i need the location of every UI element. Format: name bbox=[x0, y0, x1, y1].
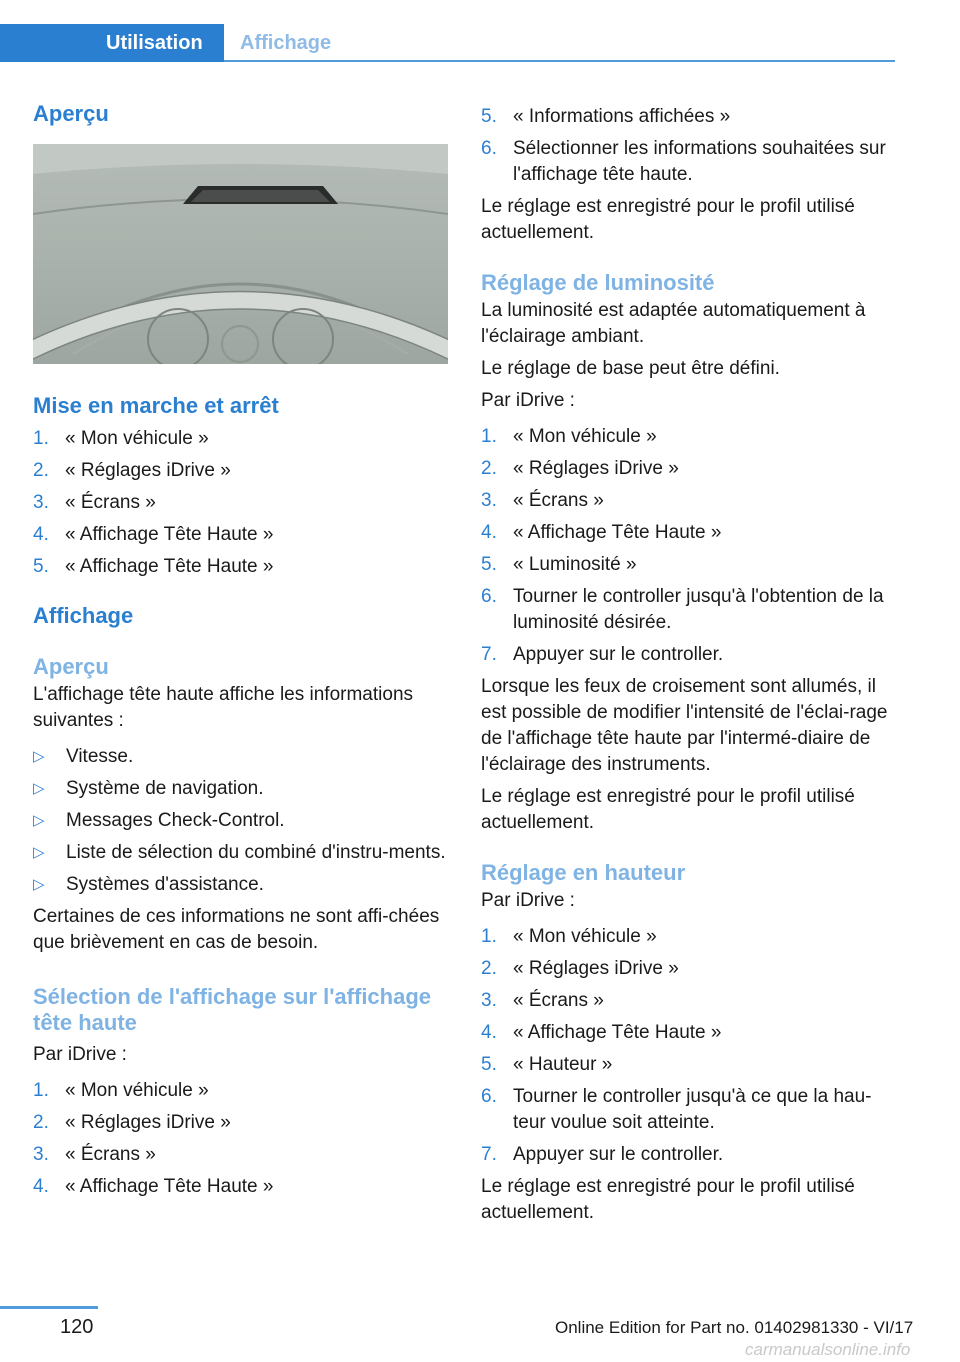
hauteur-steps bbox=[481, 924, 896, 1168]
section-affichage-title: Affichage bbox=[33, 603, 134, 628]
list-item: ▷ Vitesse. bbox=[33, 744, 448, 770]
list-item: 7. Appuyer sur le controller. bbox=[481, 1144, 724, 1165]
tab-affichage[interactable]: Affichage bbox=[240, 32, 332, 54]
selection-steps-continued bbox=[481, 104, 896, 188]
list-item: 6. Tourner le controller jusqu'à l'obtention de la luminosité désirée. bbox=[481, 586, 884, 633]
list-item: 5. « Affichage Tête Haute » bbox=[33, 556, 274, 577]
list-item: 6. Sélectionner les informations souhaitées sur l'affichage tête haute. bbox=[481, 138, 886, 185]
hud-dashboard-image bbox=[33, 144, 448, 364]
list-item: 4. « Affichage Tête Haute » bbox=[481, 1022, 722, 1043]
list-item: 7. Appuyer sur le controller. bbox=[481, 644, 724, 665]
affichage-note: Certaines de ces informations ne sont affi-chées que brièvement en cas de besoin. bbox=[33, 906, 440, 953]
triangle-bullet-icon: ▷ bbox=[33, 748, 45, 765]
section-hauteur-title: Réglage en hauteur bbox=[481, 860, 686, 885]
list-item: ▷ Systèmes d'assistance. bbox=[33, 872, 448, 898]
watermark: carmanualsonline.info bbox=[745, 1340, 911, 1359]
list-item: 2. « Réglages iDrive » bbox=[481, 958, 679, 979]
list-item: 3. « Écrans » bbox=[481, 490, 604, 511]
triangle-bullet-icon: ▷ bbox=[33, 876, 45, 893]
affichage-bullets bbox=[33, 744, 448, 898]
list-item: 6. Tourner le controller jusqu'à ce que la hau-teur voulue soit atteinte. bbox=[481, 1086, 872, 1133]
list-item: 3. « Écrans » bbox=[33, 492, 156, 513]
footer-rule bbox=[0, 1306, 98, 1309]
list-item: 3. « Écrans » bbox=[33, 1144, 156, 1165]
selection-intro: Par iDrive : bbox=[33, 1044, 127, 1065]
list-item: 1. « Mon véhicule » bbox=[481, 426, 657, 447]
page-number: 120 bbox=[60, 1316, 94, 1338]
list-item: 2. « Réglages iDrive » bbox=[481, 458, 679, 479]
luminosite-p5: Le réglage est enregistré pour le profil utilisé actuellement. bbox=[481, 786, 855, 833]
list-item: ▷ Système de navigation. bbox=[33, 776, 448, 802]
hauteur-p1: Par iDrive : bbox=[481, 890, 575, 911]
edition-text: Online Edition for Part no. 01402981330 - VI/17 bbox=[555, 1318, 914, 1337]
mise-en-marche-steps bbox=[33, 426, 448, 580]
list-item: 2. « Réglages iDrive » bbox=[33, 1112, 231, 1133]
triangle-bullet-icon: ▷ bbox=[33, 844, 45, 861]
list-item: 5. « Hauteur » bbox=[481, 1054, 613, 1075]
section-luminosite-title: Réglage de luminosité bbox=[481, 270, 715, 295]
section-affichage-subtitle: Aperçu bbox=[33, 654, 109, 679]
list-item: 1. « Mon véhicule » bbox=[33, 428, 209, 449]
hud-illustration bbox=[33, 144, 448, 364]
luminosite-p1: La luminosité est adaptée automatiquement à l'éclairage ambiant. bbox=[481, 300, 866, 347]
list-item: 3. « Écrans » bbox=[481, 990, 604, 1011]
triangle-bullet-icon: ▷ bbox=[33, 812, 45, 829]
list-item: 5. « Informations affichées » bbox=[481, 106, 731, 127]
selection-steps bbox=[33, 1078, 448, 1200]
list-item: 1. « Mon véhicule » bbox=[33, 1080, 209, 1101]
list-item: 2. « Réglages iDrive » bbox=[33, 460, 231, 481]
section-selection-title: Sélection de l'affichage sur l'affichage tête haute bbox=[33, 984, 432, 1035]
tab-utilisation[interactable]: Utilisation bbox=[0, 24, 224, 62]
luminosite-p2: Le réglage de base peut être défini. bbox=[481, 358, 780, 379]
hauteur-p2: Le réglage est enregistré pour le profil utilisé actuellement. bbox=[481, 1176, 855, 1223]
luminosite-steps bbox=[481, 424, 896, 668]
left-column bbox=[33, 100, 448, 1206]
right-column bbox=[481, 104, 896, 1226]
luminosite-p4: Lorsque les feux de croisement sont allumés, il est possible de modifier l'intensité de l'éclai-rage de l'affichage tête haute par l'intermé-diaire de l'éclairage des instruments. bbox=[481, 676, 888, 775]
section-mise-en-marche-title: Mise en marche et arrêt bbox=[33, 393, 279, 418]
triangle-bullet-icon: ▷ bbox=[33, 780, 45, 797]
list-item: 4. « Affichage Tête Haute » bbox=[481, 522, 722, 543]
list-item: 4. « Affichage Tête Haute » bbox=[33, 524, 274, 545]
list-item: 4. « Affichage Tête Haute » bbox=[33, 1176, 274, 1197]
list-item: ▷ Liste de sélection du combiné d'instru-ments. bbox=[33, 840, 448, 866]
selection-note: Le réglage est enregistré pour le profil utilisé actuellement. bbox=[481, 196, 855, 243]
list-item: 5. « Luminosité » bbox=[481, 554, 637, 575]
section-apercu-title: Aperçu bbox=[33, 101, 109, 126]
luminosite-p3: Par iDrive : bbox=[481, 390, 575, 411]
affichage-intro: L'affichage tête haute affiche les informations suivantes : bbox=[33, 684, 414, 731]
list-item: 1. « Mon véhicule » bbox=[481, 926, 657, 947]
list-item: ▷ Messages Check-Control. bbox=[33, 808, 448, 834]
